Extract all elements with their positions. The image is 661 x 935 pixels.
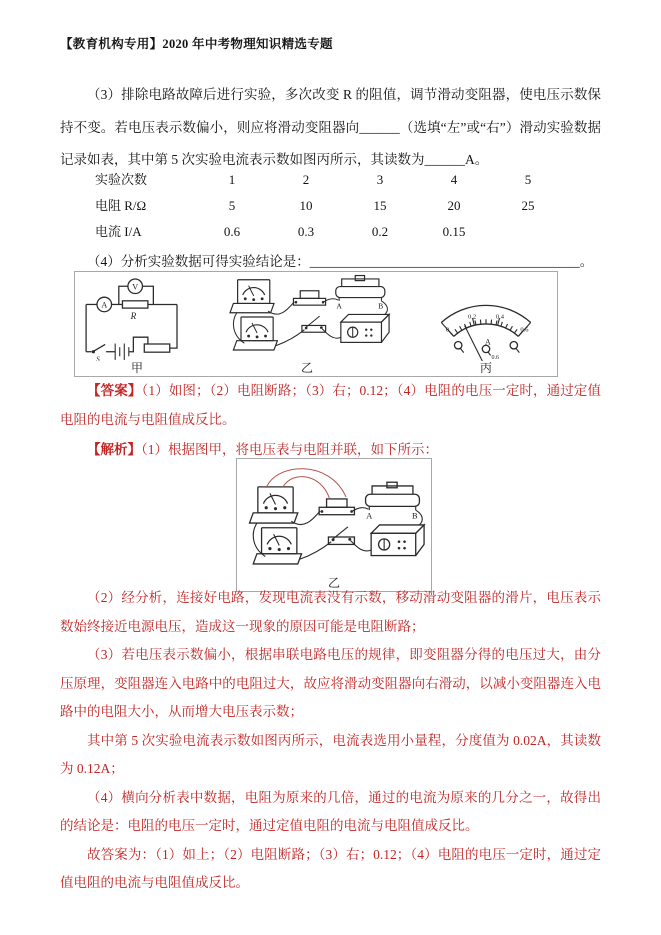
question-part3-text: （3）排除电路故障后进行实验，多次改变 R 的阻值，调节滑动变阻器，使电压示数保持不变。若电压表示数偏小，则应将滑动变阻器向______（选填“左”或“右”）滑动实验数据记录如表，其中第 5 次实验电流表示数如图丙所示，其读数为______A。: [60, 87, 601, 167]
row-label: 电阻 R/Ω: [95, 198, 147, 213]
circuit-realistic-answer: [241, 459, 427, 576]
table-cell: 5: [524, 172, 532, 187]
analysis-para-3b: 其中第 5 次实验电流表示数如图丙所示，电流表选用小量程，分度值为 0.02A，其读数为 0.12A；: [60, 732, 601, 776]
analysis-body: [60, 584, 601, 898]
svg-text:0: 0: [445, 326, 450, 334]
svg-text:0.4: 0.4: [495, 313, 504, 321]
red-parallel-wire: [266, 469, 346, 497]
analysis-para-4: （4）横向分析表中数据，电阻为原来的几倍，通过的电流为原来的几分之一，故得出的结论是：电阻的电压一定时，通过定值电阻的电流与电阻值成反比。: [60, 789, 601, 833]
table-row-resistance: [95, 193, 565, 219]
gauge-unit-label: A: [485, 337, 491, 347]
figure-strip: [74, 271, 558, 377]
svg-text:0.2: 0.2: [468, 313, 477, 321]
figure-yi-caption: 乙: [300, 361, 313, 375]
circuit-schematic-jia: [77, 277, 197, 361]
answer-figure-caption: 乙: [327, 576, 340, 590]
switch-pivot: [92, 350, 95, 353]
document-header: 【教育机构专用】2020 年中考物理知识精选专题: [60, 37, 333, 51]
table-cell: 1: [228, 172, 236, 187]
answer-text: （1）如图；（2）电阻断路；（3）右；0.12；（4）电阻的电压一定时，通过定值电阻的电流与电阻值成反比。: [60, 383, 602, 427]
analysis-text: （1）根据图甲，将电压表与电阻并联，如下所示：: [141, 442, 438, 457]
table-cell: 20: [447, 198, 461, 213]
answer-figure: [236, 458, 432, 592]
table-cell: [491, 219, 565, 245]
question-part4-text: （4）分析实验数据可得实验结论是：________________________________________。: [87, 254, 594, 269]
table-cell: 5: [228, 198, 236, 213]
table-cell: 4: [450, 172, 458, 187]
table-cell: 0.15: [442, 224, 466, 239]
ammeter-symbol-label: A: [101, 300, 108, 310]
terminal-range-label: 0.6: [491, 355, 500, 361]
svg-text:0.6: 0.6: [520, 326, 529, 334]
figure-bing: [417, 272, 555, 376]
experiment-data-table: [95, 167, 565, 245]
table-cell: 15: [373, 198, 387, 213]
row-label: 实验次数: [95, 172, 148, 187]
switch-symbol-label: S: [96, 355, 100, 361]
ammeter-dial-bing: [417, 272, 555, 361]
circuit-realistic-yi: [222, 273, 392, 361]
table-row-trial: [95, 167, 565, 193]
battery-symbol: [115, 344, 129, 360]
table-row-current: [95, 219, 565, 245]
figure-bing-caption: 丙: [479, 361, 492, 375]
analysis-marker: 【解析】: [87, 442, 141, 457]
table-cell: 3: [376, 172, 384, 187]
table-cell: 0.3: [297, 224, 315, 239]
resistor-symbol-label: R: [130, 311, 137, 321]
table-cell: 2: [302, 172, 310, 187]
voltmeter-symbol-label: V: [132, 282, 139, 292]
row-label: 电流 I/A: [95, 224, 142, 239]
figure-jia-caption: 甲: [130, 361, 143, 375]
table-cell: 0.6: [223, 224, 241, 239]
table-cell: 25: [521, 198, 535, 213]
analysis-para-3: （3）若电压表示数偏小，根据串联电路电压的规律，即变阻器分得的电压过大，由分压原理，变阻器连入电路中的电阻过大，故应将滑动变阻器向右滑动，以减小变阻器连入电路中的电阻大小，从而增大电压表示数；: [60, 647, 601, 719]
analysis-para-2: （2）经分析，连接好电路，发现电流表没有示数，移动滑动变阻器的滑片，电压表示数始终接近电源电压，造成这一现象的原因可能是电阻断路；: [60, 590, 601, 634]
answer-paragraph: [60, 377, 601, 434]
analysis-conclusion: 故答案为：（1）如上；（2）电阻断路；（3）右；0.12；（4）电阻的电压一定时，通过定值电阻的电流与电阻值成反比。: [60, 846, 601, 890]
gauge-ticks: [449, 318, 523, 336]
figure-jia: [77, 277, 197, 376]
table-cell: 0.2: [371, 224, 389, 239]
figure-yi: [222, 273, 392, 376]
gauge-needle: [465, 326, 484, 361]
table-cell: 10: [299, 198, 313, 213]
answer-marker: 【答案】: [87, 383, 142, 398]
